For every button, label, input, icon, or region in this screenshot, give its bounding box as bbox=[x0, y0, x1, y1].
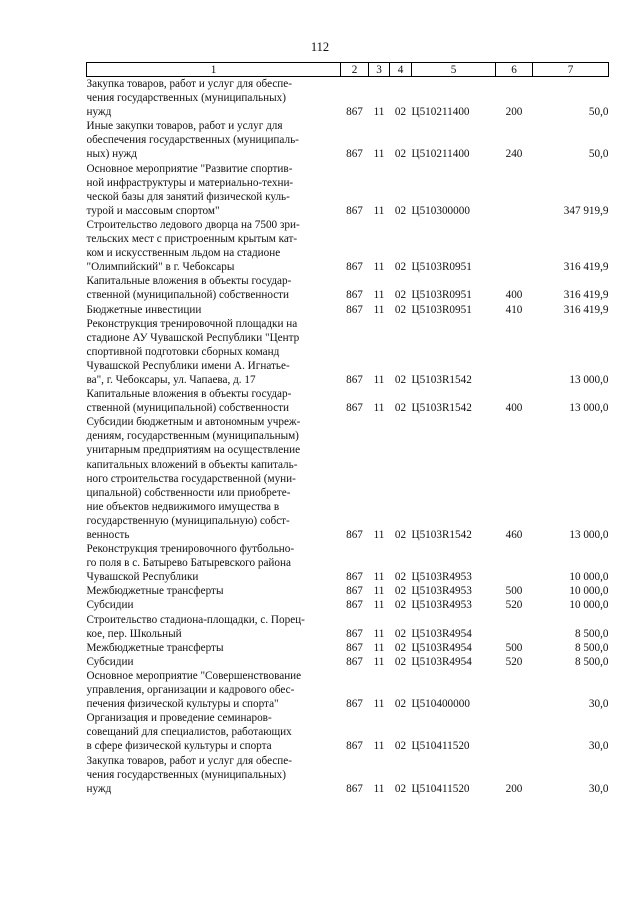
chapter-code: 867 bbox=[346, 627, 363, 640]
expense-type-code bbox=[496, 542, 533, 584]
table-row bbox=[87, 584, 609, 598]
section-code: 11 bbox=[373, 740, 385, 753]
target-article-code: Ц5103R1542 bbox=[411, 373, 472, 386]
table-body bbox=[87, 77, 609, 796]
amount-value: 13 000,0 bbox=[569, 402, 609, 415]
description-line: нужд bbox=[86, 782, 112, 795]
description-line: Субсидии бюджетным и автономным учреж- bbox=[86, 416, 301, 429]
table-row bbox=[87, 303, 609, 317]
target-article-code: Ц510400000 bbox=[411, 698, 470, 711]
table-row bbox=[87, 415, 609, 542]
description-line: спортивной подготовки сборных команд bbox=[86, 345, 280, 358]
description-line: турой и массовым спортом" bbox=[86, 204, 220, 217]
section-code: 11 bbox=[373, 204, 385, 217]
chapter-code: 867 bbox=[346, 782, 363, 795]
description-line: чения государственных (муниципальных) bbox=[86, 92, 286, 105]
description-line: Чувашской Республики имени А. Игнатье- bbox=[86, 359, 290, 372]
subsection-code: 02 bbox=[394, 373, 407, 386]
section-code: 11 bbox=[373, 698, 385, 711]
row-description bbox=[87, 317, 341, 387]
section-code: 11 bbox=[373, 782, 385, 795]
expense-type-code: 500 bbox=[505, 641, 523, 654]
description-line: совещаний для специалистов, работающих bbox=[86, 726, 292, 739]
description-line: Капитальные вложения в объекты государ- bbox=[86, 388, 292, 401]
subsection-code: 02 bbox=[394, 698, 407, 711]
amount-value: 347 919,9 bbox=[563, 204, 609, 217]
section-code: 11 bbox=[373, 571, 385, 584]
description-line: Межбюджетные трансферты bbox=[86, 641, 224, 654]
description-line: кое, пер. Школьный bbox=[86, 627, 182, 640]
description-line: Основное мероприятие "Развитие спортив- bbox=[86, 162, 293, 175]
target-article-code: Ц5103R4954 bbox=[411, 655, 472, 668]
description-line: ных) нужд bbox=[86, 148, 137, 161]
row-description bbox=[87, 119, 341, 161]
row-description bbox=[87, 598, 341, 612]
target-article-code: Ц5103R0951 bbox=[411, 289, 472, 302]
target-article-code: Ц510211400 bbox=[411, 148, 470, 161]
description-line: Бюджетные инвестиции bbox=[86, 303, 202, 316]
subsection-code: 02 bbox=[394, 627, 407, 640]
description-line: ком и искусственным льдом на стадионе bbox=[86, 247, 281, 260]
chapter-code: 867 bbox=[346, 303, 363, 316]
description-line: унитарным предприятиям на осуществление bbox=[86, 444, 301, 457]
target-article-code: Ц5103R0951 bbox=[411, 303, 472, 316]
subsection-code: 02 bbox=[394, 148, 407, 161]
expense-type-code: 460 bbox=[505, 529, 523, 541]
amount-value: 8 500,0 bbox=[574, 655, 609, 668]
budget-table bbox=[86, 62, 609, 796]
description-line: Строительство стадиона-площадки, с. Порец- bbox=[86, 613, 305, 626]
expense-type-code: 200 bbox=[505, 106, 523, 119]
chapter-code: 867 bbox=[346, 289, 363, 302]
description-line: Организация и проведение семинаров- bbox=[86, 712, 272, 725]
chapter-code: 867 bbox=[346, 698, 363, 711]
chapter-code: 867 bbox=[346, 641, 363, 654]
chapter-code: 867 bbox=[346, 148, 363, 161]
description-line: стадионе АУ Чувашской Республики "Центр bbox=[86, 331, 300, 344]
table-row bbox=[87, 274, 609, 302]
row-description bbox=[87, 641, 341, 655]
description-line: Реконструкция тренировочной площадки на bbox=[86, 317, 298, 330]
amount-value: 10 000,0 bbox=[569, 585, 609, 598]
amount-value: 30,0 bbox=[588, 740, 609, 753]
subsection-code: 02 bbox=[394, 402, 407, 415]
subsection-code: 02 bbox=[394, 782, 407, 795]
row-description bbox=[87, 613, 341, 641]
amount-value: 13 000,0 bbox=[569, 529, 609, 541]
subsection-code: 02 bbox=[394, 585, 407, 598]
table-row bbox=[87, 387, 609, 415]
description-line: государственную (муниципальную) собст- bbox=[86, 514, 290, 527]
chapter-code: 867 bbox=[346, 655, 363, 668]
column-header: 6 bbox=[496, 63, 533, 77]
column-header-row bbox=[87, 63, 609, 77]
section-code: 11 bbox=[373, 289, 385, 302]
table-row bbox=[87, 613, 609, 641]
table-row bbox=[87, 542, 609, 584]
chapter-code: 867 bbox=[346, 261, 363, 274]
target-article-code: Ц5103R1542 bbox=[411, 402, 472, 415]
table-row bbox=[87, 641, 609, 655]
description-line: капитальных вложений в объекты капиталь- bbox=[86, 458, 298, 471]
amount-value: 316 419,9 bbox=[563, 289, 609, 302]
expense-type-code: 410 bbox=[505, 303, 523, 316]
table-row bbox=[87, 317, 609, 387]
row-description bbox=[87, 77, 341, 120]
row-description bbox=[87, 711, 341, 753]
description-line: обеспечения государственных (муниципаль- bbox=[86, 134, 299, 147]
subsection-code: 02 bbox=[394, 641, 407, 654]
expense-type-code: 520 bbox=[505, 655, 523, 668]
expense-type-code bbox=[496, 669, 533, 711]
amount-value: 316 419,9 bbox=[563, 261, 609, 274]
amount-value: 316 419,9 bbox=[563, 303, 609, 316]
expense-type-code bbox=[496, 218, 533, 274]
description-line: нужд bbox=[86, 106, 112, 119]
table-row bbox=[87, 598, 609, 612]
chapter-code: 867 bbox=[346, 585, 363, 598]
section-code: 11 bbox=[373, 148, 385, 161]
amount-value: 8 500,0 bbox=[574, 641, 609, 654]
amount-value: 8 500,0 bbox=[574, 627, 609, 640]
row-description bbox=[87, 274, 341, 302]
subsection-code: 02 bbox=[394, 740, 407, 753]
subsection-code: 02 bbox=[394, 571, 407, 584]
amount-value: 50,0 bbox=[588, 148, 609, 161]
target-article-code: Ц5103R1542 bbox=[411, 529, 472, 541]
description-line: в сфере физической культуры и спорта bbox=[86, 740, 272, 753]
target-article-code: Ц5103R4954 bbox=[411, 641, 472, 654]
table-row bbox=[87, 218, 609, 274]
chapter-code: 867 bbox=[346, 529, 363, 541]
table-row bbox=[87, 655, 609, 669]
row-description bbox=[87, 754, 341, 796]
chapter-code: 867 bbox=[346, 373, 363, 386]
target-article-code: Ц5103R4953 bbox=[411, 599, 472, 612]
chapter-code: 867 bbox=[346, 106, 363, 119]
row-description bbox=[87, 218, 341, 274]
description-line: го поля в с. Батырево Батыревского района bbox=[86, 557, 291, 570]
target-article-code: Ц5103R0951 bbox=[411, 261, 472, 274]
description-line: Основное мероприятие "Совершенствование bbox=[86, 669, 302, 682]
description-line: ние объектов недвижимого имущества в bbox=[86, 500, 280, 513]
description-line: венность bbox=[86, 529, 130, 541]
expense-type-code: 400 bbox=[505, 289, 523, 302]
description-line: ного строительства государственной (муни- bbox=[86, 472, 296, 485]
column-header: 2 bbox=[341, 63, 369, 77]
subsection-code: 02 bbox=[394, 261, 407, 274]
expense-type-code: 400 bbox=[505, 402, 523, 415]
row-description bbox=[87, 387, 341, 415]
section-code: 11 bbox=[373, 261, 385, 274]
chapter-code: 867 bbox=[346, 402, 363, 415]
column-header: 7 bbox=[533, 63, 609, 77]
description-line: ческой базы для занятий физической куль- bbox=[86, 190, 290, 203]
description-line: Субсидии bbox=[86, 599, 134, 612]
section-code: 11 bbox=[373, 627, 385, 640]
description-line: Субсидии bbox=[86, 655, 134, 668]
amount-value: 10 000,0 bbox=[569, 571, 609, 584]
target-article-code: Ц5103R4954 bbox=[411, 627, 472, 640]
description-line: "Олимпийский" в г. Чебоксары bbox=[86, 261, 235, 274]
row-description bbox=[87, 542, 341, 584]
description-line: печения физической культуры и спорта" bbox=[86, 698, 279, 711]
target-article-code: Ц5103R4953 bbox=[411, 585, 472, 598]
subsection-code: 02 bbox=[394, 289, 407, 302]
column-header: 1 bbox=[87, 63, 341, 77]
section-code: 11 bbox=[373, 402, 385, 415]
section-code: 11 bbox=[373, 373, 385, 386]
chapter-code: 867 bbox=[346, 204, 363, 217]
description-line: Иные закупки товаров, работ и услуг для bbox=[86, 120, 283, 133]
section-code: 11 bbox=[373, 585, 385, 598]
row-description bbox=[87, 162, 341, 218]
description-line: ственной (муниципальной) собственности bbox=[86, 402, 290, 415]
section-code: 11 bbox=[373, 641, 385, 654]
table-row bbox=[87, 754, 609, 796]
table-row bbox=[87, 162, 609, 218]
expense-type-code: 200 bbox=[505, 782, 523, 795]
description-line: Строительство ледового дворца на 7500 зри- bbox=[86, 218, 300, 231]
section-code: 11 bbox=[373, 529, 385, 541]
description-line: Капитальные вложения в объекты государ- bbox=[86, 275, 292, 288]
chapter-code: 867 bbox=[346, 599, 363, 612]
expense-type-code bbox=[496, 317, 533, 387]
expense-type-code bbox=[496, 711, 533, 753]
target-article-code: Ц510211400 bbox=[411, 106, 470, 119]
target-article-code: Ц510411520 bbox=[411, 740, 470, 753]
description-line: Реконструкция тренировочного футбольно- bbox=[86, 543, 295, 556]
subsection-code: 02 bbox=[394, 204, 407, 217]
expense-type-code: 240 bbox=[505, 148, 523, 161]
row-description bbox=[87, 584, 341, 598]
table-row bbox=[87, 711, 609, 753]
row-description bbox=[87, 669, 341, 711]
section-code: 11 bbox=[373, 303, 385, 316]
expense-type-code bbox=[496, 613, 533, 641]
subsection-code: 02 bbox=[394, 303, 407, 316]
target-article-code: Ц5103R4953 bbox=[411, 571, 472, 584]
row-description bbox=[87, 303, 341, 317]
row-description bbox=[87, 655, 341, 669]
description-line: Чувашской Республики bbox=[86, 571, 199, 584]
section-code: 11 bbox=[373, 655, 385, 668]
table-row bbox=[87, 77, 609, 120]
description-line: ва", г. Чебоксары, ул. Чапаева, д. 17 bbox=[86, 373, 256, 386]
subsection-code: 02 bbox=[394, 599, 407, 612]
description-line: Закупка товаров, работ и услуг для обеспе- bbox=[86, 754, 292, 767]
table-row bbox=[87, 119, 609, 161]
target-article-code: Ц510411520 bbox=[411, 782, 470, 795]
description-line: чения государственных (муниципальных) bbox=[86, 768, 286, 781]
amount-value: 30,0 bbox=[588, 698, 609, 711]
column-header: 5 bbox=[412, 63, 496, 77]
expense-type-code: 500 bbox=[505, 585, 523, 598]
page-number: 112 bbox=[310, 40, 330, 54]
expense-type-code bbox=[496, 162, 533, 218]
description-line: дениям, государственным (муниципальным) bbox=[86, 430, 299, 443]
subsection-code: 02 bbox=[394, 655, 407, 668]
amount-value: 30,0 bbox=[588, 782, 609, 795]
description-line: ципальной) собственности или приобрете- bbox=[86, 486, 291, 499]
row-description bbox=[87, 415, 341, 542]
amount-value: 10 000,0 bbox=[569, 599, 609, 612]
target-article-code: Ц510300000 bbox=[411, 204, 470, 217]
description-line: ственной (муниципальной) собственности bbox=[86, 289, 290, 302]
column-header: 4 bbox=[390, 63, 412, 77]
chapter-code: 867 bbox=[346, 740, 363, 753]
description-line: Межбюджетные трансферты bbox=[86, 585, 224, 598]
subsection-code: 02 bbox=[394, 529, 407, 541]
amount-value: 13 000,0 bbox=[569, 373, 609, 386]
amount-value: 50,0 bbox=[588, 106, 609, 119]
description-line: ной инфраструктуры и материально-техни- bbox=[86, 176, 294, 189]
description-line: Закупка товаров, работ и услуг для обеспе- bbox=[86, 78, 292, 90]
section-code: 11 bbox=[373, 106, 385, 119]
description-line: управления, организации и кадрового обес- bbox=[86, 684, 295, 697]
section-code: 11 bbox=[373, 599, 385, 612]
description-line: тельских мест с пристроенным крытым кат- bbox=[86, 233, 298, 246]
expense-type-code: 520 bbox=[505, 599, 523, 612]
chapter-code: 867 bbox=[346, 571, 363, 584]
subsection-code: 02 bbox=[394, 106, 407, 119]
column-header: 3 bbox=[369, 63, 390, 77]
table-row bbox=[87, 669, 609, 711]
